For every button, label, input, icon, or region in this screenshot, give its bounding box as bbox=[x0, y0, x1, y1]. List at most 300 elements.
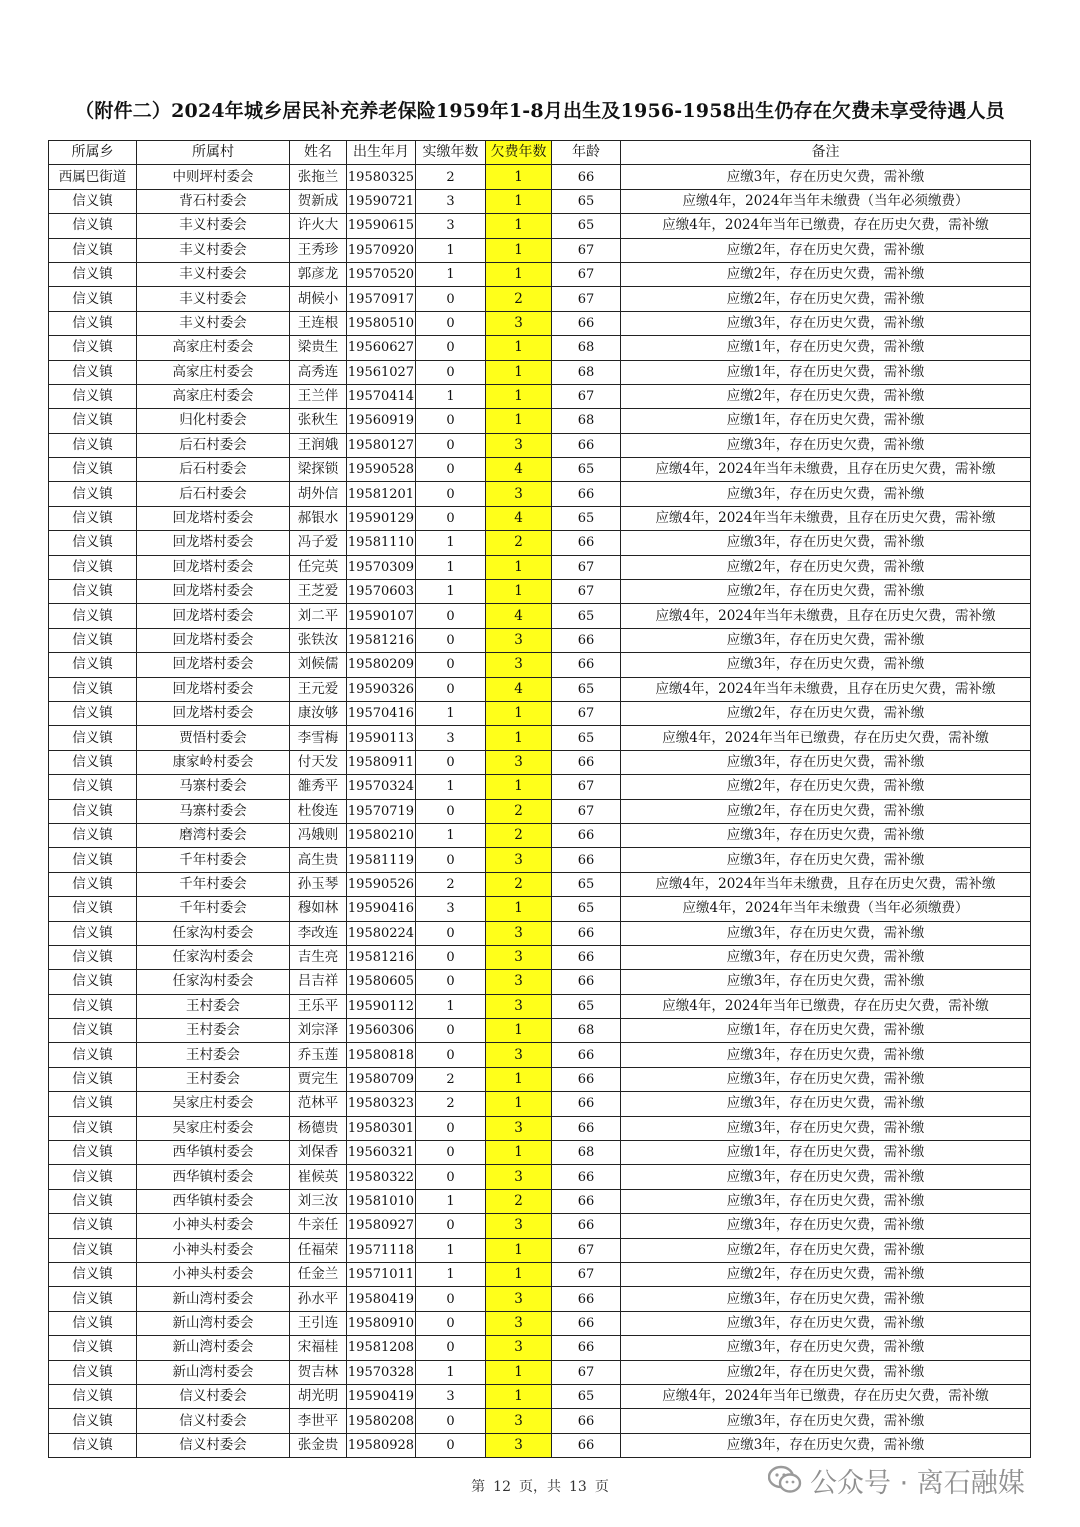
cell-township: 信义镇 bbox=[49, 1165, 137, 1189]
cell-name: 高生贵 bbox=[290, 848, 347, 872]
cell-age: 67 bbox=[552, 1360, 621, 1384]
cell-name: 李世平 bbox=[290, 1409, 347, 1433]
cell-name: 贺新成 bbox=[290, 189, 347, 213]
cell-name: 崔候英 bbox=[290, 1165, 347, 1189]
cell-age: 68 bbox=[552, 409, 621, 433]
cell-remarks: 应缴3年，存在历史欠费，需补缴 bbox=[621, 1092, 1031, 1116]
table-row bbox=[49, 848, 1031, 872]
cell-paid-years: 0 bbox=[416, 1019, 486, 1043]
cell-remarks: 应缴3年，存在历史欠费，需补缴 bbox=[621, 433, 1031, 457]
cell-arrears-years: 1 bbox=[486, 701, 552, 725]
cell-remarks: 应缴1年，存在历史欠费，需补缴 bbox=[621, 1141, 1031, 1165]
cell-age: 66 bbox=[552, 1043, 621, 1067]
cell-remarks: 应缴4年，2024年当年未缴费（当年必须缴费） bbox=[621, 897, 1031, 921]
cell-township: 信义镇 bbox=[49, 1238, 137, 1262]
cell-arrears-years: 3 bbox=[486, 1311, 552, 1335]
table-row bbox=[49, 531, 1031, 555]
cell-township: 信义镇 bbox=[49, 1019, 137, 1043]
cell-arrears-years: 1 bbox=[486, 409, 552, 433]
cell-birth-date: 19590326 bbox=[347, 677, 416, 701]
cell-age: 67 bbox=[552, 1238, 621, 1262]
cell-arrears-years: 1 bbox=[486, 1360, 552, 1384]
cell-age: 66 bbox=[552, 970, 621, 994]
cell-village: 王村委会 bbox=[137, 994, 290, 1018]
table-row bbox=[49, 1336, 1031, 1360]
cell-birth-date: 19580709 bbox=[347, 1067, 416, 1091]
cell-age: 66 bbox=[552, 921, 621, 945]
cell-remarks: 应缴4年，2024年当年未缴费（当年必须缴费） bbox=[621, 189, 1031, 213]
cell-paid-years: 1 bbox=[416, 1189, 486, 1213]
cell-township: 信义镇 bbox=[49, 1360, 137, 1384]
cell-township: 信义镇 bbox=[49, 604, 137, 628]
cell-township: 信义镇 bbox=[49, 1433, 137, 1457]
cell-township: 信义镇 bbox=[49, 1116, 137, 1140]
cell-paid-years: 1 bbox=[416, 994, 486, 1018]
wechat-icon bbox=[768, 1465, 802, 1495]
cell-age: 66 bbox=[552, 848, 621, 872]
cell-arrears-years: 2 bbox=[486, 1189, 552, 1213]
cell-township: 信义镇 bbox=[49, 1409, 137, 1433]
cell-name: 胡光明 bbox=[290, 1384, 347, 1408]
cell-paid-years: 1 bbox=[416, 384, 486, 408]
cell-village: 王村委会 bbox=[137, 1019, 290, 1043]
cell-name: 李改连 bbox=[290, 921, 347, 945]
table-body bbox=[49, 165, 1031, 1458]
cell-remarks: 应缴3年，存在历史欠费，需补缴 bbox=[621, 945, 1031, 969]
cell-name: 梁探锁 bbox=[290, 458, 347, 482]
table-row bbox=[49, 506, 1031, 530]
cell-name: 张铁汝 bbox=[290, 628, 347, 652]
cell-remarks: 应缴3年，存在历史欠费，需补缴 bbox=[621, 1067, 1031, 1091]
cell-name: 胡外信 bbox=[290, 482, 347, 506]
cell-arrears-years: 1 bbox=[486, 384, 552, 408]
cell-remarks: 应缴3年，存在历史欠费，需补缴 bbox=[621, 1287, 1031, 1311]
cell-age: 66 bbox=[552, 1433, 621, 1457]
cell-name: 乔玉莲 bbox=[290, 1043, 347, 1067]
cell-birth-date: 19570520 bbox=[347, 262, 416, 286]
cell-arrears-years: 1 bbox=[486, 1092, 552, 1116]
cell-village: 小神头村委会 bbox=[137, 1214, 290, 1238]
cell-name: 张金贵 bbox=[290, 1433, 347, 1457]
cell-age: 66 bbox=[552, 823, 621, 847]
table-row bbox=[49, 1141, 1031, 1165]
cell-age: 66 bbox=[552, 482, 621, 506]
cell-age: 67 bbox=[552, 384, 621, 408]
cell-birth-date: 19590419 bbox=[347, 1384, 416, 1408]
table-row bbox=[49, 945, 1031, 969]
cell-township: 信义镇 bbox=[49, 531, 137, 555]
cell-remarks: 应缴3年，存在历史欠费，需补缴 bbox=[621, 1116, 1031, 1140]
table-row bbox=[49, 1019, 1031, 1043]
cell-paid-years: 1 bbox=[416, 262, 486, 286]
cell-arrears-years: 3 bbox=[486, 1043, 552, 1067]
cell-village: 后石村委会 bbox=[137, 433, 290, 457]
cell-paid-years: 0 bbox=[416, 1043, 486, 1067]
cell-name: 冯娥则 bbox=[290, 823, 347, 847]
cell-birth-date: 19571118 bbox=[347, 1238, 416, 1262]
cell-birth-date: 19580224 bbox=[347, 921, 416, 945]
cell-township: 信义镇 bbox=[49, 458, 137, 482]
cell-paid-years: 1 bbox=[416, 823, 486, 847]
cell-arrears-years: 3 bbox=[486, 1116, 552, 1140]
cell-paid-years: 0 bbox=[416, 311, 486, 335]
cell-paid-years: 3 bbox=[416, 1384, 486, 1408]
cell-township: 信义镇 bbox=[49, 409, 137, 433]
cell-remarks: 应缴4年，2024年当年未缴费，且存在历史欠费，需补缴 bbox=[621, 506, 1031, 530]
cell-birth-date: 19590107 bbox=[347, 604, 416, 628]
cell-paid-years: 2 bbox=[416, 872, 486, 896]
cell-paid-years: 0 bbox=[416, 360, 486, 384]
cell-village: 丰义村委会 bbox=[137, 214, 290, 238]
cell-township: 信义镇 bbox=[49, 506, 137, 530]
cell-township: 信义镇 bbox=[49, 1141, 137, 1165]
cell-village: 贾悟村委会 bbox=[137, 726, 290, 750]
cell-village: 高家庄村委会 bbox=[137, 336, 290, 360]
cell-village: 新山湾村委会 bbox=[137, 1360, 290, 1384]
cell-age: 66 bbox=[552, 311, 621, 335]
cell-birth-date: 19590112 bbox=[347, 994, 416, 1018]
cell-township: 信义镇 bbox=[49, 384, 137, 408]
cell-name: 王润娥 bbox=[290, 433, 347, 457]
cell-township: 信义镇 bbox=[49, 1336, 137, 1360]
cell-village: 千年村委会 bbox=[137, 897, 290, 921]
cell-remarks: 应缴4年，2024年当年未缴费，且存在历史欠费，需补缴 bbox=[621, 604, 1031, 628]
cell-arrears-years: 3 bbox=[486, 433, 552, 457]
cell-arrears-years: 4 bbox=[486, 506, 552, 530]
cell-paid-years: 0 bbox=[416, 1214, 486, 1238]
page-current: 12 bbox=[493, 1479, 511, 1495]
cell-arrears-years: 1 bbox=[486, 1067, 552, 1091]
cell-arrears-years: 3 bbox=[486, 1165, 552, 1189]
cell-remarks: 应缴2年，存在历史欠费，需补缴 bbox=[621, 384, 1031, 408]
column-header-birth-date: 出生年月 bbox=[347, 141, 416, 165]
cell-village: 丰义村委会 bbox=[137, 311, 290, 335]
cell-village: 回龙塔村委会 bbox=[137, 653, 290, 677]
cell-paid-years: 0 bbox=[416, 848, 486, 872]
cell-township: 信义镇 bbox=[49, 1384, 137, 1408]
cell-birth-date: 19570603 bbox=[347, 580, 416, 604]
cell-name: 吕吉祥 bbox=[290, 970, 347, 994]
cell-township: 信义镇 bbox=[49, 726, 137, 750]
cell-birth-date: 19580818 bbox=[347, 1043, 416, 1067]
page-prefix: 第 bbox=[471, 1479, 486, 1495]
cell-age: 66 bbox=[552, 433, 621, 457]
cell-birth-date: 19580208 bbox=[347, 1409, 416, 1433]
cell-name: 王乐平 bbox=[290, 994, 347, 1018]
table-row bbox=[49, 799, 1031, 823]
cell-name: 范林平 bbox=[290, 1092, 347, 1116]
cell-village: 小神头村委会 bbox=[137, 1238, 290, 1262]
watermark bbox=[768, 1462, 1025, 1498]
cell-township: 信义镇 bbox=[49, 945, 137, 969]
cell-arrears-years: 3 bbox=[486, 848, 552, 872]
cell-remarks: 应缴3年，存在历史欠费，需补缴 bbox=[621, 1214, 1031, 1238]
cell-remarks: 应缴1年，存在历史欠费，需补缴 bbox=[621, 360, 1031, 384]
cell-birth-date: 19590526 bbox=[347, 872, 416, 896]
cell-age: 67 bbox=[552, 555, 621, 579]
cell-arrears-years: 1 bbox=[486, 1019, 552, 1043]
cell-village: 信义村委会 bbox=[137, 1384, 290, 1408]
table-row bbox=[49, 653, 1031, 677]
cell-arrears-years: 1 bbox=[486, 1384, 552, 1408]
cell-village: 回龙塔村委会 bbox=[137, 555, 290, 579]
cell-paid-years: 1 bbox=[416, 238, 486, 262]
cell-remarks: 应缴2年，存在历史欠费，需补缴 bbox=[621, 287, 1031, 311]
table-row bbox=[49, 897, 1031, 921]
cell-arrears-years: 3 bbox=[486, 1336, 552, 1360]
cell-birth-date: 19580301 bbox=[347, 1116, 416, 1140]
cell-name: 王元爱 bbox=[290, 677, 347, 701]
cell-village: 任家沟村委会 bbox=[137, 921, 290, 945]
cell-arrears-years: 3 bbox=[486, 1287, 552, 1311]
cell-village: 千年村委会 bbox=[137, 848, 290, 872]
cell-village: 马寨村委会 bbox=[137, 775, 290, 799]
cell-birth-date: 19581216 bbox=[347, 945, 416, 969]
cell-name: 穆如林 bbox=[290, 897, 347, 921]
cell-remarks: 应缴3年，存在历史欠费，需补缴 bbox=[621, 848, 1031, 872]
cell-township: 信义镇 bbox=[49, 360, 137, 384]
cell-age: 66 bbox=[552, 945, 621, 969]
cell-remarks: 应缴1年，存在历史欠费，需补缴 bbox=[621, 336, 1031, 360]
table-row bbox=[49, 433, 1031, 457]
cell-village: 回龙塔村委会 bbox=[137, 604, 290, 628]
cell-township: 信义镇 bbox=[49, 555, 137, 579]
cell-township: 信义镇 bbox=[49, 433, 137, 457]
cell-birth-date: 19580910 bbox=[347, 1311, 416, 1335]
cell-name: 刘宗泽 bbox=[290, 1019, 347, 1043]
cell-township: 信义镇 bbox=[49, 1067, 137, 1091]
cell-age: 67 bbox=[552, 580, 621, 604]
cell-arrears-years: 2 bbox=[486, 823, 552, 847]
cell-township: 信义镇 bbox=[49, 823, 137, 847]
table-row bbox=[49, 1262, 1031, 1286]
cell-name: 张秋生 bbox=[290, 409, 347, 433]
cell-remarks: 应缴2年，存在历史欠费，需补缴 bbox=[621, 1238, 1031, 1262]
cell-paid-years: 0 bbox=[416, 433, 486, 457]
cell-township: 信义镇 bbox=[49, 1189, 137, 1213]
cell-remarks: 应缴3年，存在历史欠费，需补缴 bbox=[621, 1433, 1031, 1457]
cell-arrears-years: 1 bbox=[486, 580, 552, 604]
cell-township: 信义镇 bbox=[49, 653, 137, 677]
cell-birth-date: 19580419 bbox=[347, 1287, 416, 1311]
cell-birth-date: 19570719 bbox=[347, 799, 416, 823]
cell-name: 杜俊连 bbox=[290, 799, 347, 823]
cell-age: 65 bbox=[552, 994, 621, 1018]
table-row bbox=[49, 677, 1031, 701]
table-row bbox=[49, 750, 1031, 774]
cell-remarks: 应缴2年，存在历史欠费，需补缴 bbox=[621, 1262, 1031, 1286]
cell-remarks: 应缴3年，存在历史欠费，需补缴 bbox=[621, 165, 1031, 189]
cell-paid-years: 0 bbox=[416, 799, 486, 823]
cell-arrears-years: 3 bbox=[486, 653, 552, 677]
cell-township: 信义镇 bbox=[49, 799, 137, 823]
cell-village: 新山湾村委会 bbox=[137, 1311, 290, 1335]
cell-township: 西属巴街道 bbox=[49, 165, 137, 189]
cell-age: 67 bbox=[552, 799, 621, 823]
cell-arrears-years: 2 bbox=[486, 799, 552, 823]
cell-birth-date: 19581119 bbox=[347, 848, 416, 872]
cell-township: 信义镇 bbox=[49, 1043, 137, 1067]
table-row bbox=[49, 726, 1031, 750]
cell-remarks: 应缴4年，2024年当年未缴费，且存在历史欠费，需补缴 bbox=[621, 677, 1031, 701]
cell-remarks: 应缴1年，存在历史欠费，需补缴 bbox=[621, 1019, 1031, 1043]
cell-name: 孙水平 bbox=[290, 1287, 347, 1311]
cell-age: 66 bbox=[552, 1311, 621, 1335]
column-header-name: 姓名 bbox=[290, 141, 347, 165]
cell-village: 任家沟村委会 bbox=[137, 970, 290, 994]
cell-village: 西华镇村委会 bbox=[137, 1165, 290, 1189]
cell-arrears-years: 3 bbox=[486, 1214, 552, 1238]
cell-township: 信义镇 bbox=[49, 872, 137, 896]
cell-village: 回龙塔村委会 bbox=[137, 677, 290, 701]
table-row bbox=[49, 458, 1031, 482]
cell-arrears-years: 1 bbox=[486, 262, 552, 286]
cell-age: 65 bbox=[552, 189, 621, 213]
table-row bbox=[49, 1433, 1031, 1457]
cell-birth-date: 19571011 bbox=[347, 1262, 416, 1286]
cell-paid-years: 0 bbox=[416, 287, 486, 311]
cell-village: 千年村委会 bbox=[137, 872, 290, 896]
cell-paid-years: 0 bbox=[416, 1409, 486, 1433]
cell-birth-date: 19570416 bbox=[347, 701, 416, 725]
cell-birth-date: 19560321 bbox=[347, 1141, 416, 1165]
cell-paid-years: 0 bbox=[416, 750, 486, 774]
cell-remarks: 应缴2年，存在历史欠费，需补缴 bbox=[621, 238, 1031, 262]
cell-name: 杨德贵 bbox=[290, 1116, 347, 1140]
cell-name: 任金兰 bbox=[290, 1262, 347, 1286]
cell-age: 66 bbox=[552, 1189, 621, 1213]
cell-village: 新山湾村委会 bbox=[137, 1287, 290, 1311]
table-row bbox=[49, 701, 1031, 725]
table-row bbox=[49, 1165, 1031, 1189]
cell-name: 王兰伴 bbox=[290, 384, 347, 408]
cell-name: 刘二平 bbox=[290, 604, 347, 628]
cell-village: 回龙塔村委会 bbox=[137, 531, 290, 555]
table-row bbox=[49, 1287, 1031, 1311]
cell-paid-years: 1 bbox=[416, 775, 486, 799]
cell-birth-date: 19581216 bbox=[347, 628, 416, 652]
cell-village: 新山湾村委会 bbox=[137, 1336, 290, 1360]
cell-village: 丰义村委会 bbox=[137, 287, 290, 311]
cell-birth-date: 19581110 bbox=[347, 531, 416, 555]
cell-birth-date: 19580209 bbox=[347, 653, 416, 677]
table-row bbox=[49, 775, 1031, 799]
cell-arrears-years: 3 bbox=[486, 628, 552, 652]
cell-village: 信义村委会 bbox=[137, 1409, 290, 1433]
cell-village: 磨湾村委会 bbox=[137, 823, 290, 847]
cell-remarks: 应缴3年，存在历史欠费，需补缴 bbox=[621, 1336, 1031, 1360]
cell-arrears-years: 4 bbox=[486, 458, 552, 482]
cell-village: 吴家庄村委会 bbox=[137, 1092, 290, 1116]
cell-village: 任家沟村委会 bbox=[137, 945, 290, 969]
cell-birth-date: 19570920 bbox=[347, 238, 416, 262]
cell-township: 信义镇 bbox=[49, 262, 137, 286]
cell-age: 67 bbox=[552, 238, 621, 262]
cell-name: 王连根 bbox=[290, 311, 347, 335]
cell-township: 信义镇 bbox=[49, 701, 137, 725]
table-row bbox=[49, 336, 1031, 360]
cell-paid-years: 0 bbox=[416, 1311, 486, 1335]
cell-village: 西华镇村委会 bbox=[137, 1141, 290, 1165]
cell-paid-years: 0 bbox=[416, 1433, 486, 1457]
cell-birth-date: 19590721 bbox=[347, 189, 416, 213]
cell-arrears-years: 1 bbox=[486, 336, 552, 360]
cell-age: 65 bbox=[552, 1384, 621, 1408]
cell-village: 王村委会 bbox=[137, 1067, 290, 1091]
cell-age: 66 bbox=[552, 1067, 621, 1091]
cell-paid-years: 0 bbox=[416, 336, 486, 360]
cell-name: 康汝够 bbox=[290, 701, 347, 725]
table-row bbox=[49, 238, 1031, 262]
cell-paid-years: 1 bbox=[416, 1360, 486, 1384]
cell-age: 65 bbox=[552, 897, 621, 921]
cell-paid-years: 2 bbox=[416, 165, 486, 189]
cell-birth-date: 19580927 bbox=[347, 1214, 416, 1238]
cell-age: 65 bbox=[552, 458, 621, 482]
cell-arrears-years: 3 bbox=[486, 970, 552, 994]
cell-paid-years: 1 bbox=[416, 580, 486, 604]
cell-arrears-years: 2 bbox=[486, 287, 552, 311]
cell-birth-date: 19581010 bbox=[347, 1189, 416, 1213]
cell-paid-years: 0 bbox=[416, 604, 486, 628]
table-row bbox=[49, 311, 1031, 335]
cell-township: 信义镇 bbox=[49, 1311, 137, 1335]
cell-name: 刘候儒 bbox=[290, 653, 347, 677]
table-row bbox=[49, 1360, 1031, 1384]
cell-birth-date: 19590113 bbox=[347, 726, 416, 750]
cell-age: 65 bbox=[552, 604, 621, 628]
cell-remarks: 应缴2年，存在历史欠费，需补缴 bbox=[621, 1360, 1031, 1384]
cell-village: 丰义村委会 bbox=[137, 238, 290, 262]
cell-arrears-years: 3 bbox=[486, 311, 552, 335]
cell-remarks: 应缴2年，存在历史欠费，需补缴 bbox=[621, 775, 1031, 799]
cell-birth-date: 19580911 bbox=[347, 750, 416, 774]
cell-birth-date: 19581208 bbox=[347, 1336, 416, 1360]
cell-name: 王引连 bbox=[290, 1311, 347, 1335]
cell-remarks: 应缴3年，存在历史欠费，需补缴 bbox=[621, 1311, 1031, 1335]
cell-name: 吉生亮 bbox=[290, 945, 347, 969]
cell-remarks: 应缴3年，存在历史欠费，需补缴 bbox=[621, 1409, 1031, 1433]
cell-paid-years: 0 bbox=[416, 409, 486, 433]
cell-remarks: 应缴4年，2024年当年已缴费，存在历史欠费，需补缴 bbox=[621, 994, 1031, 1018]
table-row bbox=[49, 1238, 1031, 1262]
cell-arrears-years: 3 bbox=[486, 1409, 552, 1433]
cell-remarks: 应缴3年，存在历史欠费，需补缴 bbox=[621, 1189, 1031, 1213]
cell-paid-years: 0 bbox=[416, 458, 486, 482]
column-header-remarks: 备注 bbox=[621, 141, 1031, 165]
cell-village: 小神头村委会 bbox=[137, 1262, 290, 1286]
cell-remarks: 应缴4年，2024年当年未缴费，且存在历史欠费，需补缴 bbox=[621, 872, 1031, 896]
cell-name: 牛亲任 bbox=[290, 1214, 347, 1238]
cell-name: 贾完生 bbox=[290, 1067, 347, 1091]
table-row bbox=[49, 580, 1031, 604]
cell-arrears-years: 3 bbox=[486, 1433, 552, 1457]
cell-arrears-years: 4 bbox=[486, 604, 552, 628]
table-row bbox=[49, 189, 1031, 213]
cell-township: 信义镇 bbox=[49, 287, 137, 311]
cell-remarks: 应缴2年，存在历史欠费，需补缴 bbox=[621, 555, 1031, 579]
document-title: （附件二）2024年城乡居民补充养老保险1959年1-8月出生及1956-1958出生仍存在欠费未享受待遇人员 bbox=[75, 100, 1005, 122]
cell-birth-date: 19590528 bbox=[347, 458, 416, 482]
table-row bbox=[49, 1189, 1031, 1213]
page-total: 13 bbox=[569, 1479, 587, 1495]
cell-remarks: 应缴3年，存在历史欠费，需补缴 bbox=[621, 482, 1031, 506]
cell-arrears-years: 1 bbox=[486, 897, 552, 921]
cell-age: 66 bbox=[552, 1336, 621, 1360]
cell-arrears-years: 3 bbox=[486, 921, 552, 945]
cell-remarks: 应缴3年，存在历史欠费，需补缴 bbox=[621, 1165, 1031, 1189]
cell-village: 马寨村委会 bbox=[137, 799, 290, 823]
